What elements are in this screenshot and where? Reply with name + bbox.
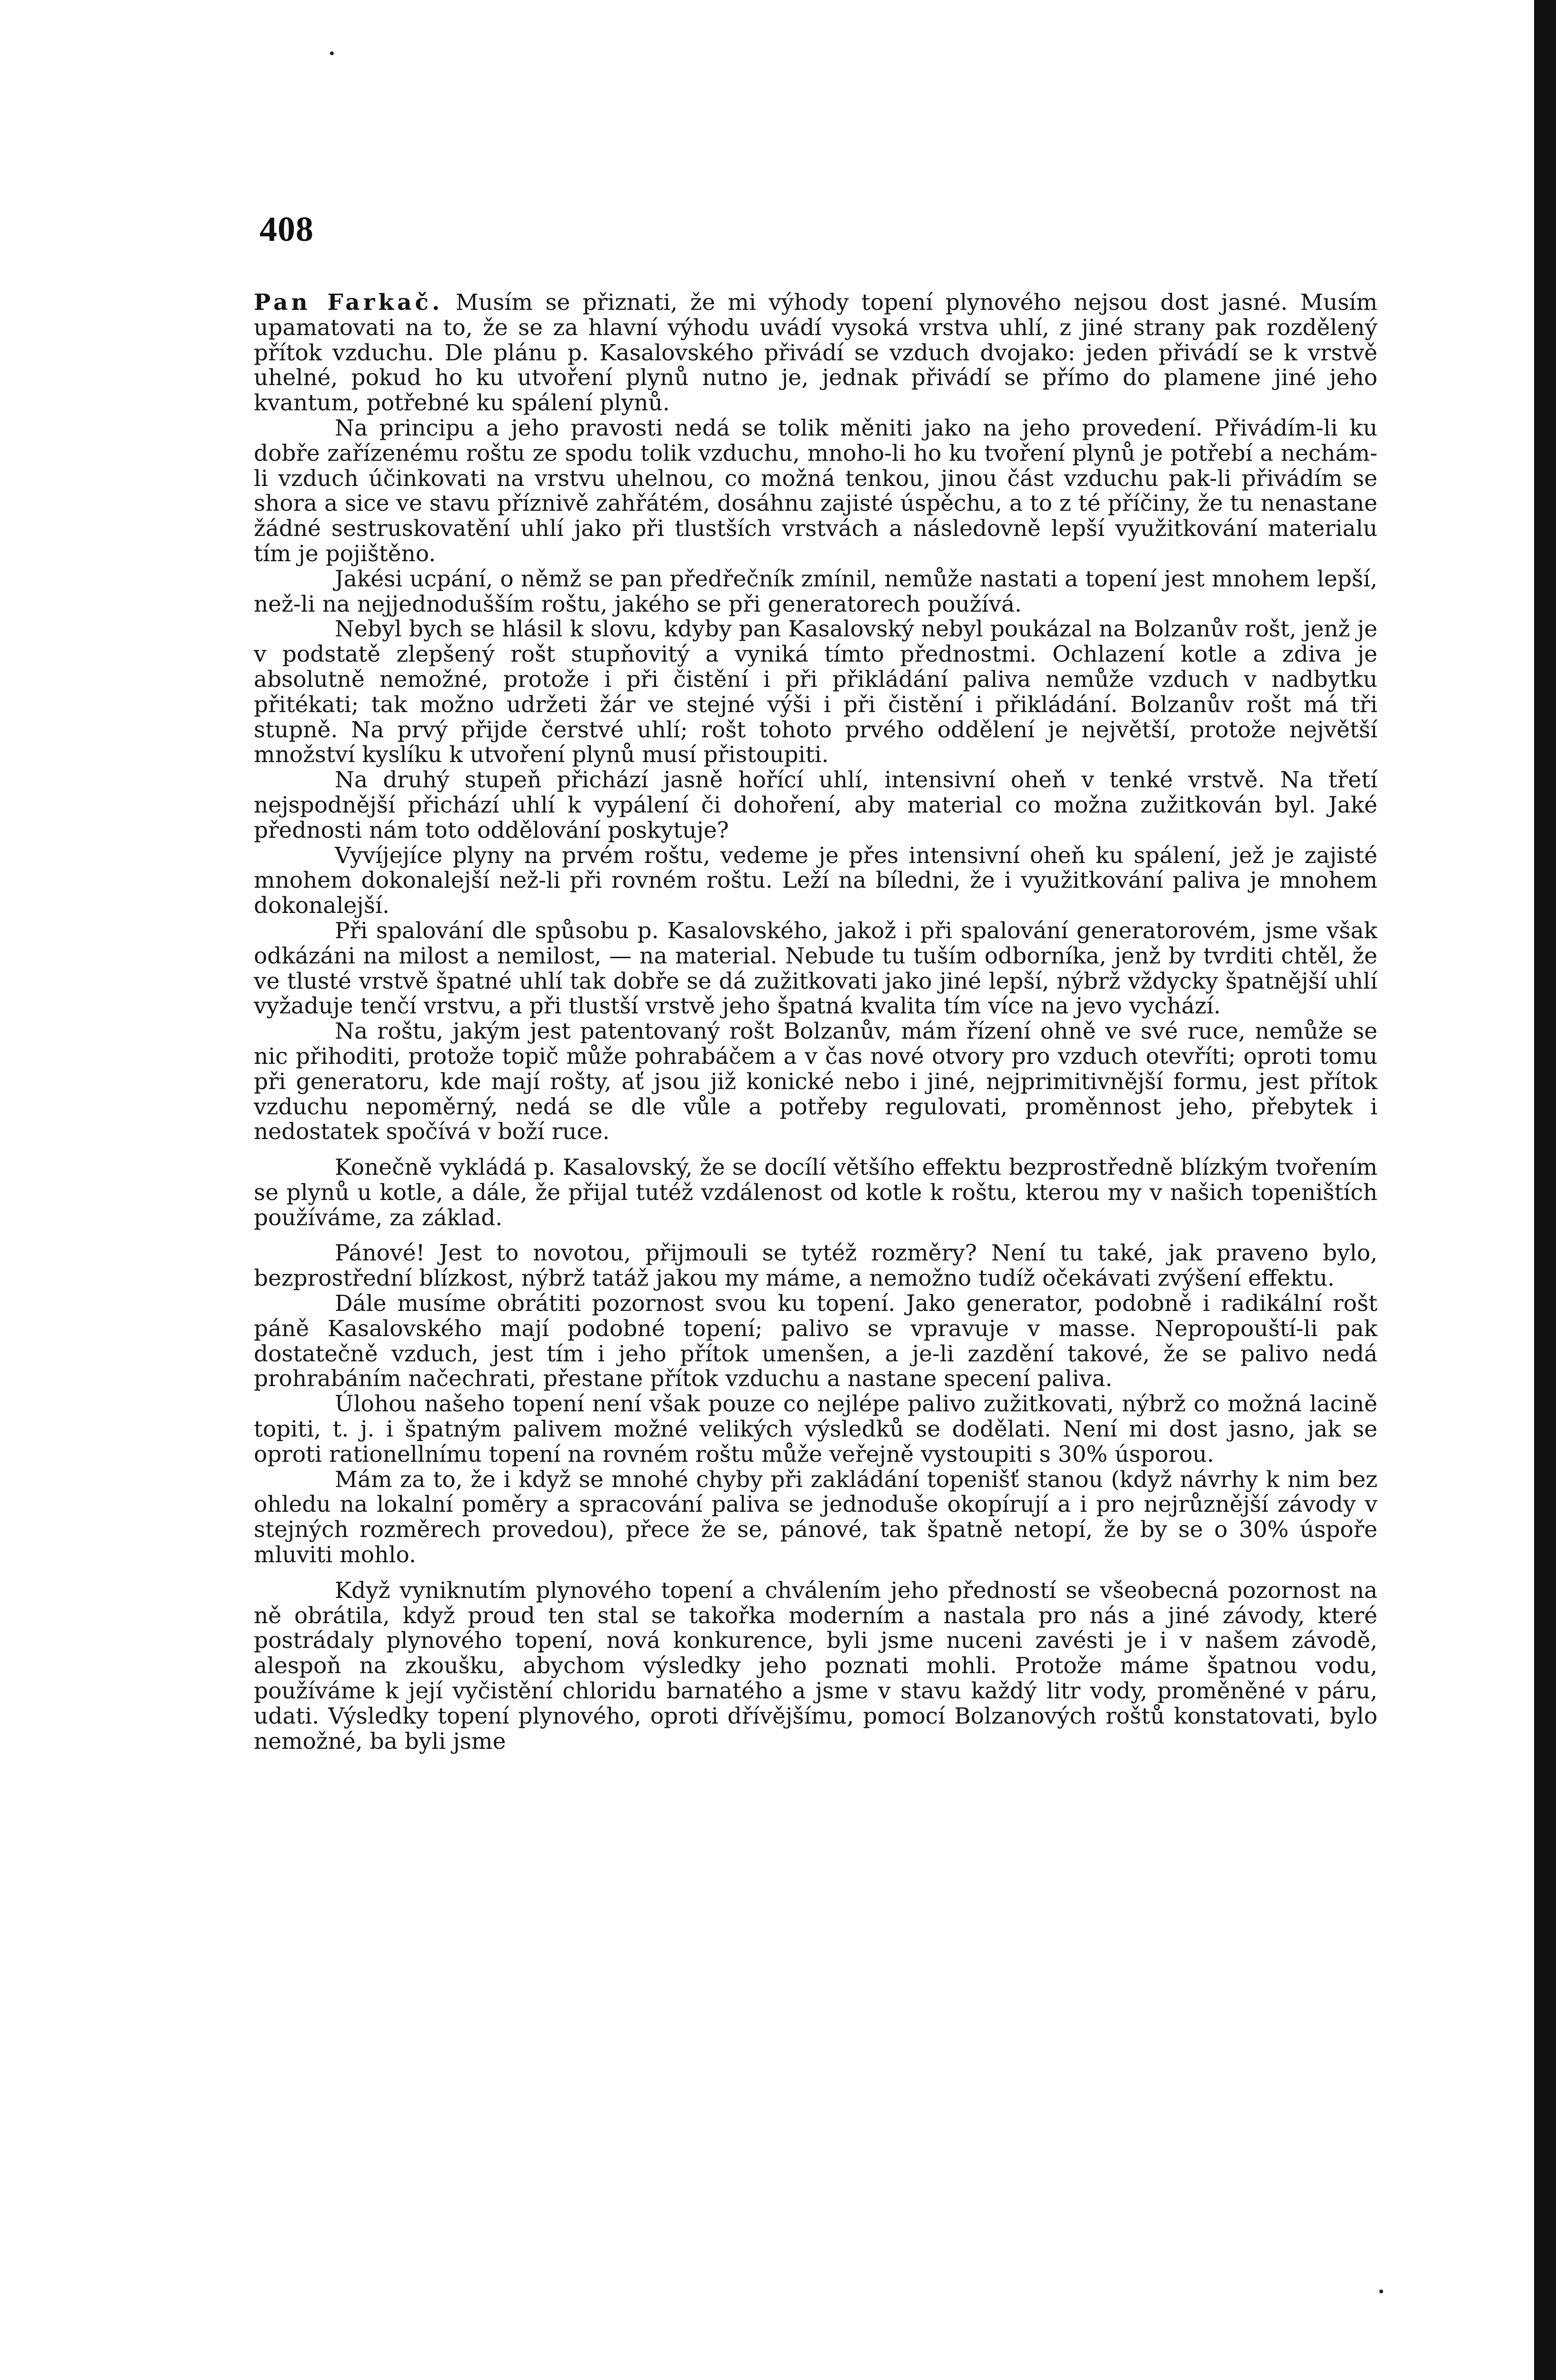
scan-speck: [1379, 2290, 1383, 2293]
paragraph: [254, 290, 1377, 416]
page-number: 408: [259, 210, 314, 249]
paragraph: Při spalování dle spůsobu p. Kasalovského, jakož i při spalování generatorovém, jsme však odkázáni na milost a nemilost, — na material. Nebude tu tuším odborníka, jenž by tvrditi chtěl, že ve tlusté vrstvě špatné uhlí tak dobře se dá zužitkovati jako jiné lepší, nýbrž vždycky špatnější uhlí vyžaduje tenčí vrstvu, a při tlustší vrstvě jeho špatná kvalita tím více na jevo vychází.: [254, 917, 1377, 1020]
paragraph: Konečně vykládá p. Kasalovský, že se docílí většího effektu bezprostředně blízkým tvořením se plynů u kotle, a dále, že přijal tutéž vzdálenost od kotle k roštu, kterou my v našich topeništích používáme, za základ.: [254, 1154, 1377, 1231]
paragraph: Nebyl bych se hlásil k slovu, kdyby pan Kasalovský nebyl poukázal na Bolzanův rošt, jenž je v podstatě zlepšený rošt stupňovitý a vyniká tímto přednostmi. Ochlazení kotle a zdiva je absolutně nemožné, protože i při čistění i při přikládání paliva nemůže vzduch v nadbytku přitékati; tak možno udržeti žár ve stejné výši i při čistění i přikládání. Bolzanův rošt má tři stupně. Na prvý přijde čerstvé uhlí; rošt tohoto prvého oddělení je největší, protože největší množství kyslíku k utvoření plynů musí přistoupiti.: [254, 616, 1377, 768]
paragraph: Jakési ucpání, o němž se pan předřečník zmínil, nemůže nastati a topení jest mnohem lepší, než-li na nejjednodušším roštu, jakého se při generatorech používá.: [254, 565, 1377, 617]
paragraph: Dále musíme obrátiti pozornost svou ku topení. Jako generator, podobně i radikální rošt páně Kasalovského mají podobné topení; palivo se vpravuje v masse. Nepropouští-li pak dostatečně vzduch, jest tím i jeho přítok umenšen, a je-li zazdění takové, že se palivo nedá prohrabáním načechrati, přestane přítok vzduchu a nastane specení paliva.: [254, 1290, 1377, 1392]
speaker-name: Pan Farkač.: [254, 289, 443, 316]
paragraph: Vyvíjejíce plyny na prvém roštu, vedeme je přes intensivní oheň ku spálení, jež je zajisté mnohem dokonalejší než-li při rovném roštu. Leží na bíledni, že i využitkování paliva je mnohem dokonalejší.: [254, 842, 1377, 919]
paragraph: Když vyniknutím plynového topení a chválením jeho předností se všeobecná pozornost na ně obrátila, když proud ten stal se takořka moderním a nastala pro nás a jiné závody, které postrádaly plynového topení, nová konkurence, byli jsme nuceni zavésti je i v našem závodě, alespoň na zkoušku, abychom výsledky jeho poznati mohli. Protože máme špatnou vodu, používáme k její vyčistění chloridu barnatého a jsme v stavu každý litr vody, proměněné v páru, udati. Výsledky topení plynového, oproti dřívějšímu, pomocí Bolzanových roštů konstatovati, bylo nemožné, ba byli jsme: [254, 1577, 1377, 1755]
scan-border: [1534, 0, 1556, 2380]
paragraph: Mám za to, že i když se mnohé chyby při zakládání topenišť stanou (když návrhy k nim bez ohledu na lokalní poměry a spracování paliva se jednoduše okopírují a i pro nejrůznější závody v stejných rozměrech provedou), přece že se, pánové, tak špatně netopí, že by se o 30% úspoře mluviti mohlo.: [254, 1466, 1377, 1568]
paragraph: Na roštu, jakým jest patentovaný rošt Bolzanův, mám řízení ohně ve své ruce, nemůže se nic přihoditi, protože topič může pohrabáčem a v čas nové otvory pro vzduch otevříti; oproti tomu při generatoru, kde mají rošty, ať jsou již konické nebo i jiné, nejprimitivnější formu, jest přítok vzduchu nepoměrný, nedá se dle vůle a potřeby regulovati, proměnnost jeho, přebytek i nedostatek spočívá v boží ruce.: [254, 1018, 1377, 1145]
paragraph-text: Musím se přiznati, že mi výhody topení plynového nejsou dost jasné. Musím upamatovati na to, že se za hlavní výhodu uvádí vysoká vrstva uhlí, z jiné strany pak rozdělený přítok vzduchu. Dle plánu p. Kasalovského přivádí se vzduch dvojako: jeden přivádí se k vrstvě uhelné, pokud ho ku utvoření plynů nutno je, jednak přivádí se přímo do plamene jiné jeho kvantum, potřebné ku spálení plynů.: [254, 289, 1377, 416]
body-text: [254, 290, 1377, 1754]
scan-speck: [330, 51, 334, 55]
paragraph: Na druhý stupeň přichází jasně hořící uhlí, intensivní oheň v tenké vrstvě. Na třetí nejspodnější přichází uhlí k vypálení či dohoření, aby material co možna zužitkován byl. Jaké přednosti nám toto oddělování poskytuje?: [254, 767, 1377, 843]
paragraph: Úlohou našeho topení není však pouze co nejlépe palivo zužitkovati, nýbrž co možná lacině topiti, t. j. i špatným palivem možné velikých výsledků se dodělati. Není mi dost jasno, jak se oproti rationellnímu topení na rovném roštu může veřejně vystoupiti s 30% úsporou.: [254, 1391, 1377, 1468]
paragraph: Na principu a jeho pravosti nedá se tolik měniti jako na jeho provedení. Přivádím-li ku dobře zařízenému roštu ze spodu tolik vzduchu, mnoho-li ho ku tvoření plynů je potřebí a nechám-li vzduch účinkovati na vrstvu uhelnou, co možná tenkou, jinou část vzduchu pak-li přivádím se shora a sice ve stavu příznivě zahřátém, dosáhnu zajisté úspěchu, a to z té příčiny, že tu nenastane žádné sestruskovatění uhlí jako při tlustších vrstvách a následovně lepší využitkování materialu tím je pojištěno.: [254, 415, 1377, 567]
paragraph: Pánové! Jest to novotou, přijmouli se tytéž rozměry? Není tu také, jak praveno bylo, bezprostřední blízkost, nýbrž tatáž jakou my máme, a nemožno tudíž očekávati zvýšení effektu.: [254, 1240, 1377, 1292]
